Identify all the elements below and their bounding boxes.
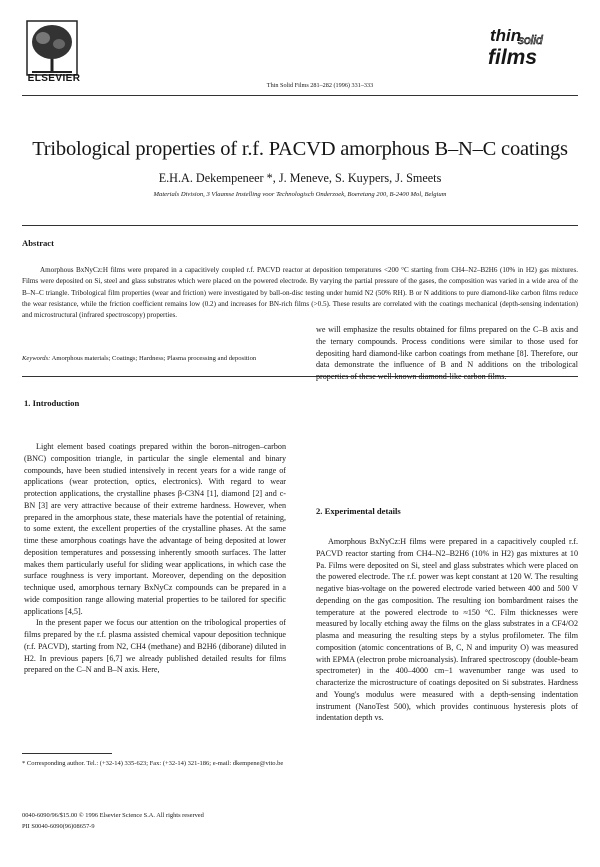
- publisher-name: ELSEVIER: [27, 73, 81, 84]
- keywords-text: Amorphous materials; Coatings; Hardness; Plasma processing and deposition: [51, 355, 257, 362]
- corresponding-author-footnote: * Corresponding author. Tel.: (+32-14) 335-623; Fax: (+32-14) 321-186; e-mail: dkempene@vito.be: [22, 760, 284, 767]
- journal-citation: Thin Solid Films 281–282 (1996) 331–333: [266, 82, 374, 89]
- affiliation: Materials Division, 3 Vlaamse Instelling voor Technologisch Onderzoek, Boeretang 200, B-2400 Mol, Belgium: [153, 191, 447, 198]
- copyright-line: 0040-6090/96/$15.00 © 1996 Elsevier Science S.A. All rights reserved: [22, 812, 204, 819]
- header-rule: [22, 95, 578, 96]
- journal-logo: [478, 24, 574, 80]
- footnote-rule: [22, 753, 112, 754]
- journal-logo-films: films: [488, 46, 538, 69]
- introduction-continuation-text: we will emphasize the results obtained for films prepared on the C–B axis and the ternary compounds. Process conditions were similar to those used for depositing hard diamond-like carbon coatings from methane [8]. Therefore, our data demonstrate the influence of B and N additions on the tribological properties of these well-known diamond-like carbon films.: [316, 325, 578, 381]
- keywords-label: Keywords:: [22, 355, 51, 362]
- publication-identifiers: [22, 810, 322, 832]
- section-heading-introduction: 1. Introduction: [24, 398, 80, 408]
- author-list: E.H.A. Dekempeneer *, J. Meneve, S. Kuypers, J. Smeets: [158, 171, 442, 185]
- introduction-body: [24, 441, 286, 676]
- paper-title: Tribological properties of r.f. PACVD amorphous B–N–C coatings: [32, 138, 568, 160]
- elsevier-tree-logo: [26, 20, 78, 76]
- abstract-top-rule: [22, 225, 578, 226]
- abstract-heading: Abstract: [22, 238, 54, 248]
- introduction-paragraph-1: Light element based coatings prepared within the boron–nitrogen–carbon (BNC) composition triangle, in particular the single elemental and binary compounds, have been studied intensively in recent years for a wide range of applications (wear protection, optics, electronics). With regard to wear protection applications, the crystalline phases β-C3N4 [1], diamond [2] and c-BN [3] are very attractive because of their extreme hardness. However, when prepared in the amorphous state, these materials have the potential of retaining, to some extent, the excellent properties of the crystalline phases. At the same time these amorphous coatings have the advantage of being deposited at lower deposition temperatures and possessing inherently smooth surfaces. The latter makes them particularly useful for sliding wear applications, in which case the surface roughness is very important. Moreover, depending on the deposition technique used, amorphous ternary BxNyCz compounds can be prepared in a wide composition range allowing material properties to be tailored for specific applications [4,5].: [24, 442, 286, 616]
- section-heading-experimental: 2. Experimental details: [316, 506, 401, 516]
- experimental-body: [316, 536, 578, 724]
- introduction-paragraph-2: In the present paper we focus our attention on the tribological properties of films prepared by the r.f. plasma assisted chemical vapour deposition technique (r.f. PACVD), starting from N2, CH4 (methane) and B2H6 (diborane) diluted in H2. In previous papers [6,7] we already published detailed results for films prepared on the C–N and B–N axis. Here,: [24, 618, 286, 675]
- journal-logo-thin: thin: [490, 26, 522, 45]
- introduction-continuation: [316, 324, 578, 383]
- abstract-text: Amorphous BxNyCz:H films were prepared in a capacitively coupled r.f. PACVD reactor at deposition temperatures <200 °C starting from CH4–N2–B2H6 (10% in H2) gas mixtures. Films were deposited on Si, steel and glass substrates which were placed on the powered electrode. By varying the partial pressure of the gases, the composition was varied in a wide area of the B–N–C triangle. Tribological film properties (wear and friction) were investigated by ball-on-disc testing under humid N2 (50% RH). B or N additions to pure diamond-like carbon films reduce the wear resistance, while the friction coefficient remains low (0.2) and increases for BN-rich films (>0.5). These results are correlated with the coatings mechanical (depth-sensing indentation) and microstructural (infrared spectroscopy) properties.: [22, 266, 578, 320]
- pii-line: PII S0040-6090(96)08657-9: [22, 823, 95, 830]
- journal-logo-solid: solid: [518, 33, 543, 47]
- experimental-paragraph-1: Amorphous BxNyCz:H films were prepared in a capacitively coupled r.f. PACVD reactor starting from CH4–N2–B2H6 (10% in H2) gas mixtures at 10 Pa. Films were deposited on Si, steel and glass substrates which were placed on the powered electrode. The r.f. power was kept constant at 120 W. The resulting negative bias-voltage on the powered electrode varied between 400 and 500 V depending on the gas composition. The resulting ion bombardment raises the temperature at the powered electrode to ≈150 °C. Film thicknesses were measured by locally etching away the films on the glass substrates in a CF4/O2 plasma and measuring the resulting steps by a stylus profilometer. The film composition (atomic concentrations of B, C, N and impurity O) was measured with EPMA (electron probe microanalysis). Infrared spectroscopy (double-beam spectrometer) in the 400–4000 cm−1 wavenumber range was used to characterize the microstructure of coatings deposited on Si substrates. Hardness and Young's modulus were measured with a depth-sensing indentation instrument (NanoTest 500), which provides continuous hysteresis plots of indentation depth vs.: [316, 537, 578, 723]
